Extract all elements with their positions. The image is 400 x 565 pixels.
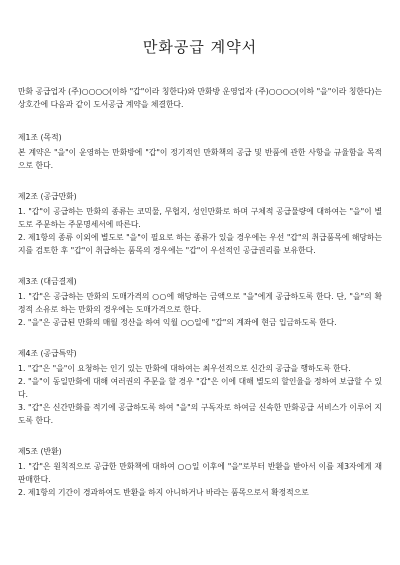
document-title: 만화공급 계약서: [142, 38, 258, 56]
article-3: [18, 275, 382, 329]
article-heading: 제4조 (공급특약): [18, 349, 77, 358]
article-heading: 제3조 (대금결제): [18, 277, 77, 286]
article-4: [18, 347, 382, 427]
article-paragraph: 2. "을"은 공급된 만화의 매월 정산을 하여 익월 ○○일에 "갑"의 계좌에 현금 입금하도록 한다.: [18, 318, 337, 327]
intro-paragraph: 만화 공급업자 (주)○○○○(이하 "갑"이라 칭한다)와 만화방 운영업자 (주)○○○○(이하 "을"이라 칭한다)는 상호간에 다음과 같이 도서공급 계약을 체결한다.: [18, 87, 382, 109]
article-paragraph: 본 계약은 "을"이 운영하는 만화방에 "갑"이 정기적인 만화책의 공급 및 반품에 관한 사항을 규율함을 목적으로 한다.: [18, 148, 382, 170]
article-heading: 제2조 (공급만화): [18, 192, 77, 201]
article-paragraph: 1. "갑"은 공급하는 만화의 도매가격의 ○○에 해당하는 금액으로 "을"에게 공급하도록 한다. 단, "을"의 확정적 소유로 하는 만화의 경우에는 도매가격으로 한다.: [18, 292, 382, 314]
article-paragraph: 1. "갑"이 공급하는 만화의 종류는 코믹물, 무협지, 성인만화로 하며 구체적 공급물량에 대하여는 "을"이 별도로 주문하는 주문명세서에 따른다.: [18, 207, 382, 229]
article-paragraph: 2. 제1항의 종류 이외에 별도로 "을"이 필요로 하는 종류가 있을 경우에는 우선 "갑"의 취급품목에 해당하는지를 검토한 후 "갑"이 취급하는 품목의 경우에는 "갑"이 우선적인 공급권리를 보유한다.: [18, 233, 382, 255]
article-heading: 제5조 (반환): [18, 447, 62, 456]
article-paragraph: 1. "갑"은 "을"이 요청하는 인기 있는 만화에 대하여는 최우선적으로 신간의 공급을 행하도록 한다.: [18, 364, 351, 373]
article-heading: 제1조 (목적): [18, 133, 62, 142]
article-paragraph: 1. "갑"은 원칙적으로 공급한 만화책에 대하여 ○○일 이후에 "을"로부터 반환을 받아서 이를 제3자에게 재 판매한다.: [18, 462, 382, 484]
article-paragraph: 2. 제1항의 기간이 경과하여도 반환을 하지 아니하거나 바라는 품목으로서 확정적으로: [18, 488, 309, 497]
article-2: [18, 190, 382, 257]
article-5: [18, 445, 382, 499]
article-paragraph: 3. "갑"은 신간만화를 적기에 공급하도록 하여 "을"의 구독자로 하여금 신속한 만화공급 서비스가 이루어 지도록 한다.: [18, 403, 382, 425]
article-1: [18, 131, 382, 172]
article-paragraph: 2. "을"이 동일만화에 대해 여러권의 주문을 할 경우 "갑"은 이에 대해 별도의 할인율을 정하여 보급할 수 있다.: [18, 377, 382, 399]
